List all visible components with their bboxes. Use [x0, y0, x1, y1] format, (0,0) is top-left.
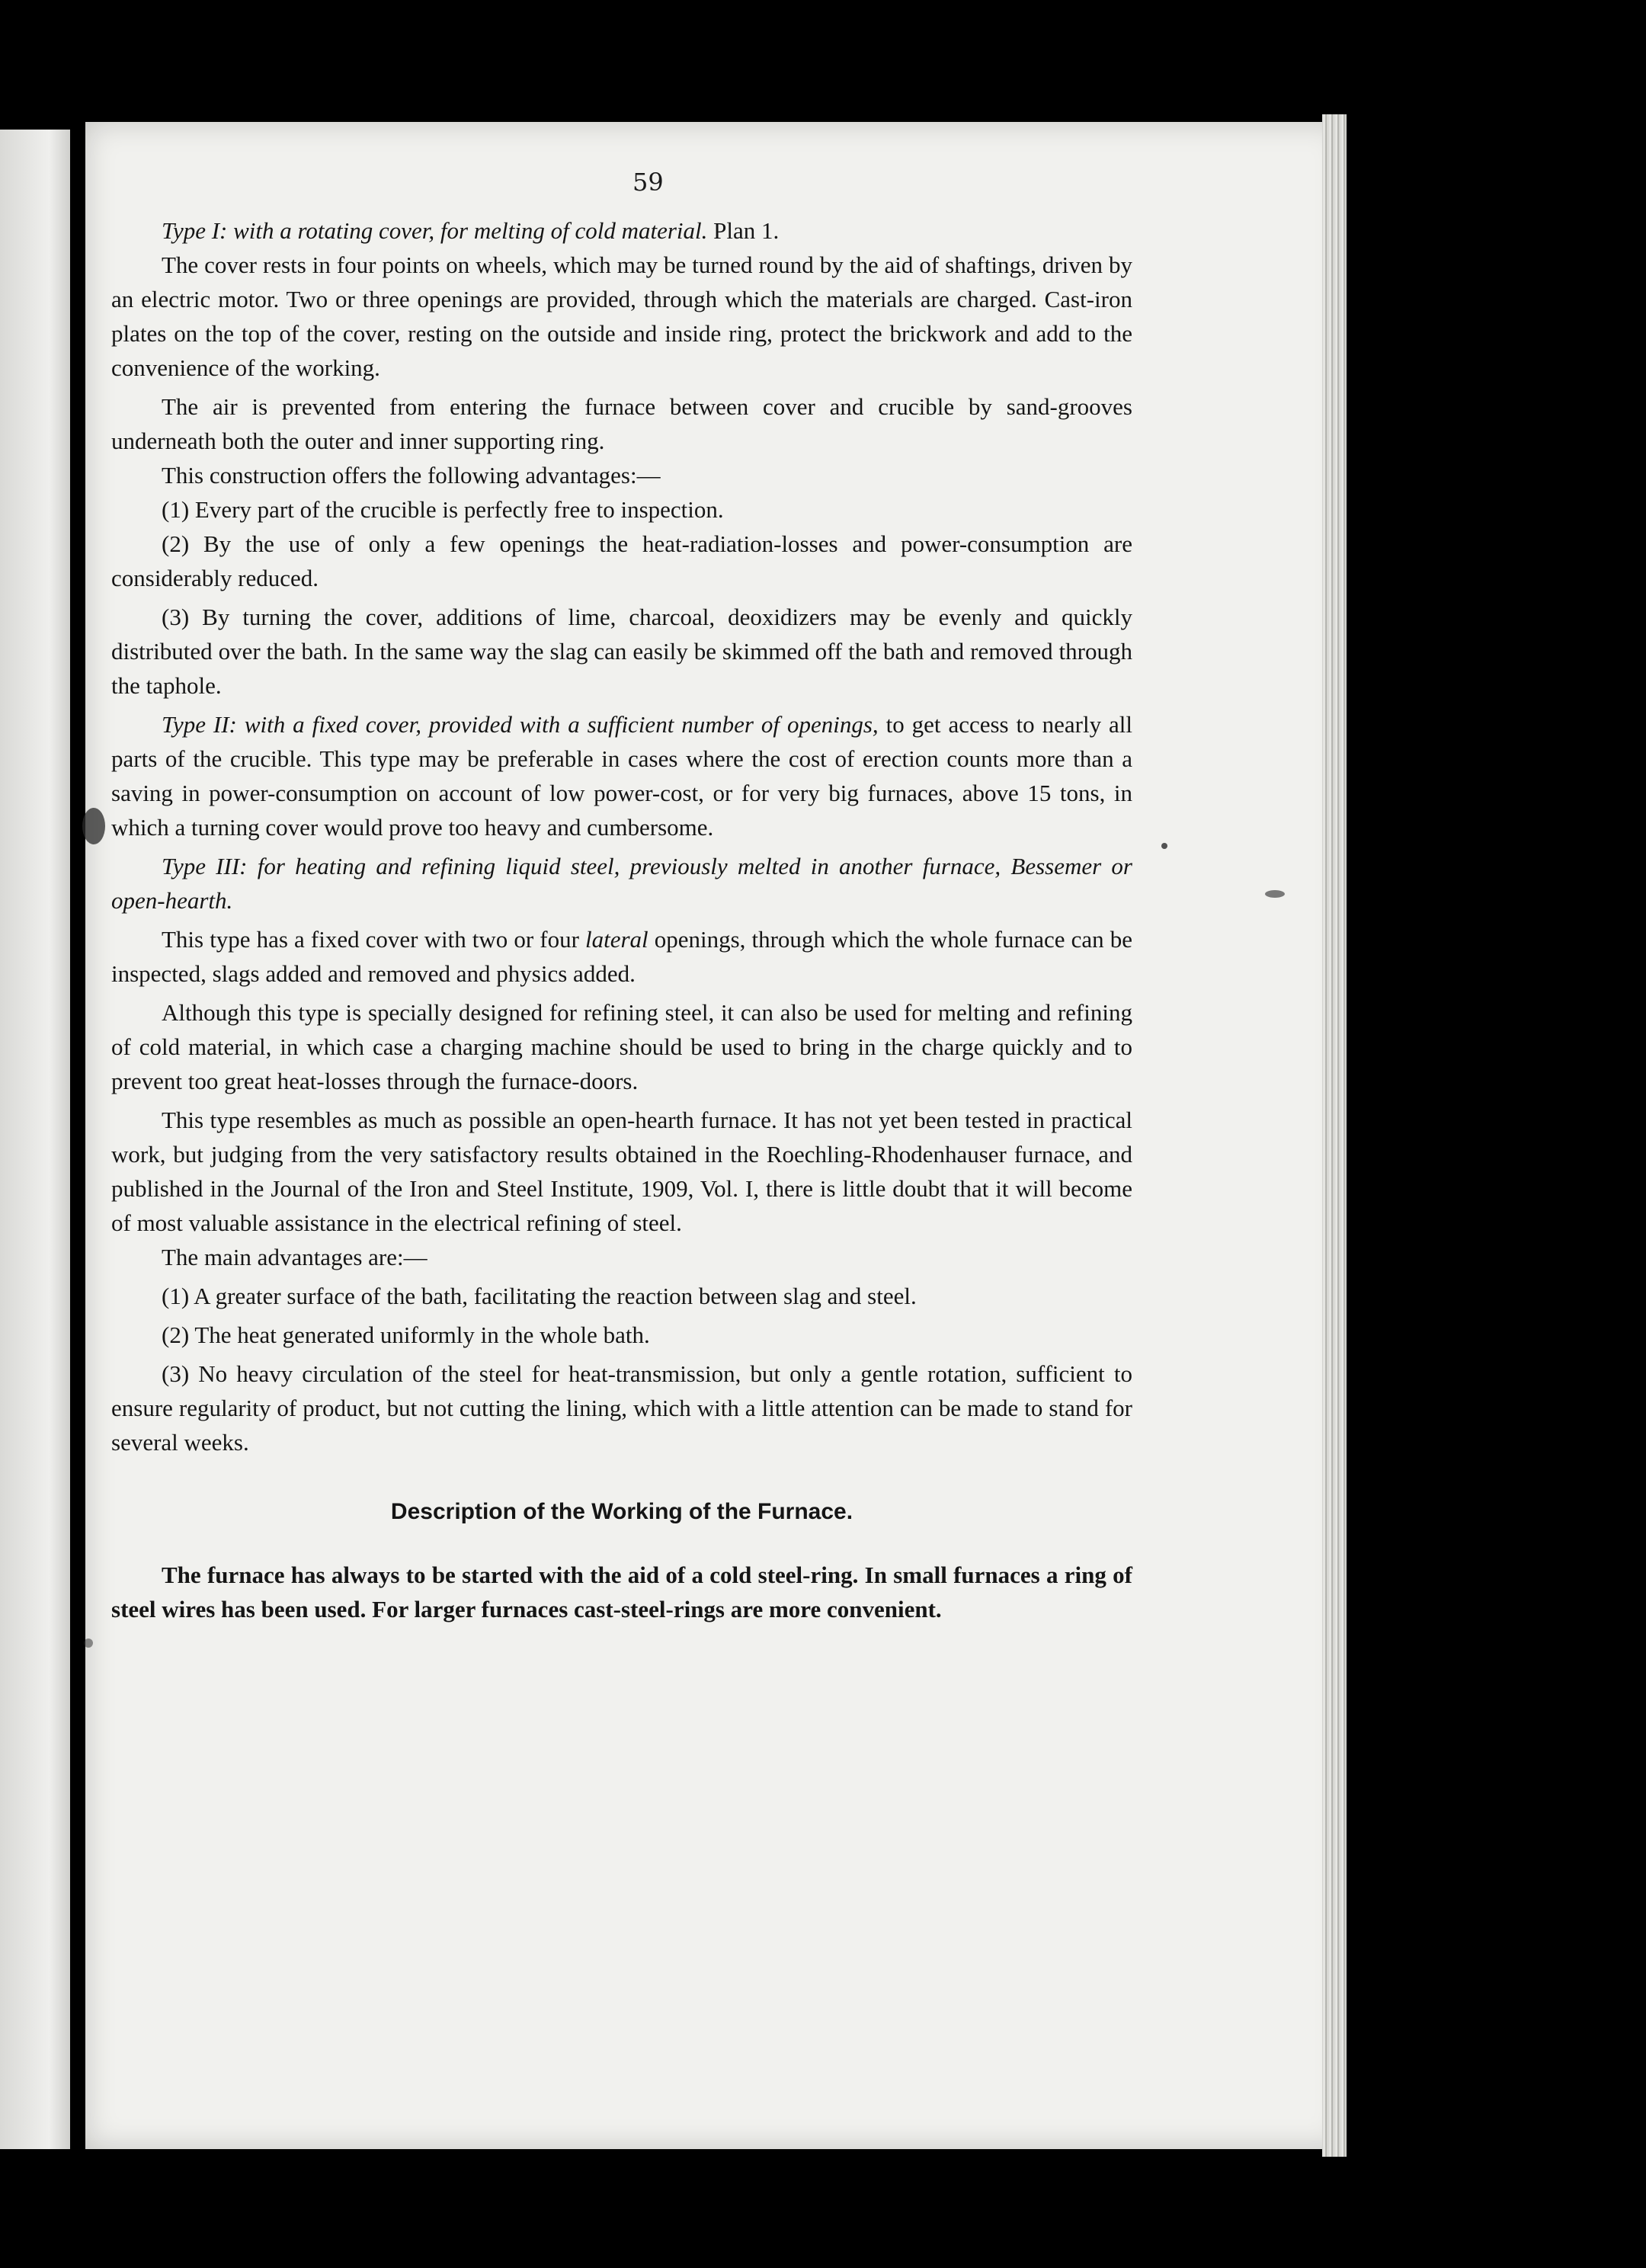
type-2-paragraph: [111, 707, 1132, 844]
scan-speck: [84, 1639, 93, 1648]
main-advantage-1: (1) A greater surface of the bath, facilitating the reaction between slag and steel.: [162, 1283, 917, 1309]
type-1-plan: Plan 1.: [707, 217, 780, 244]
section-heading: Description of the Working of the Furnace.: [390, 1499, 853, 1524]
type-2-description: with a fixed cover, provided with a sufficient number of openings,: [236, 711, 879, 738]
advantages-intro: This construction offers the following advantages:—: [162, 462, 661, 489]
scan-speck: [1265, 890, 1285, 898]
advantage-3: (3) By turning the cover, additions of lime, charcoal, deoxidizers may be evenly and quickly distributed over the bath. In the same way the slag can easily be skimmed off the bath and removed through the taphole.: [111, 604, 1132, 699]
type-3-label: Type III:: [162, 853, 248, 879]
final-paragraph: The furnace has always to be started with the aid of a cold steel-ring. In small furnaces a ring of steel wires has been used. For larger furnaces cast-steel-rings are more convenient.: [111, 1562, 1132, 1623]
type-2-label: Type II:: [162, 711, 237, 738]
advantage-2: (2) By the use of only a few openings the heat-radiation-losses and power-consumption are considerably reduced.: [111, 530, 1132, 591]
type-3-cover-paragraph: [111, 922, 1132, 991]
page-stack-edge: [1322, 114, 1347, 2157]
page-body: [111, 213, 1132, 1626]
previous-page-edge: [0, 130, 70, 2149]
main-advantage-3: (3) No heavy circulation of the steel for heat-transmission, but only a gentle rotation, sufficient to ensure regularity of product, but not cutting the lining, which with a little attention can be made to stand for several weeks.: [111, 1360, 1132, 1456]
open-hearth-paragraph: This type resembles as much as possible an open-hearth furnace. It has not yet been tested in practical work, but judging from the very satisfactory results obtained in the Roechling-Rhodenhauser furnace, and published in the Journal of the Iron and Steel Institute, 1909, Vol. I, there is little doubt that it will become of most valuable assistance in the electrical refining of steel.: [111, 1107, 1132, 1236]
refining-design-paragraph: Although this type is specially designed for refining steel, it can also be used for melting and refining of cold material, in which case a charging machine should be used to bring in the charge quickly and to prevent too great heat-losses through the furnace-doors.: [111, 999, 1132, 1094]
air-prevention-paragraph: The air is prevented from entering the furnace between cover and crucible by sand-grooves underneath both the outer and inner supporting ring.: [111, 393, 1132, 454]
type-3-cover-text-a: This type has a fixed cover with two or four: [162, 926, 585, 953]
scan-speck: [1161, 843, 1167, 849]
main-advantage-2: (2) The heat generated uniformly in the whole bath.: [162, 1321, 650, 1348]
type-1-label: Type I:: [162, 217, 228, 244]
type-3-description: for heating and refining liquid steel, previously melted in another furnace, Bessemer or open-hearth.: [111, 853, 1132, 914]
lateral-word: lateral: [584, 926, 648, 953]
type-1-paragraph: [111, 213, 1132, 248]
main-advantages-intro: The main advantages are:—: [162, 1244, 428, 1270]
page-number: 59: [632, 168, 664, 197]
advantage-1: (1) Every part of the crucible is perfectly free to inspection.: [162, 496, 724, 523]
type-1-description: with a rotating cover, for melting of cold material.: [227, 217, 708, 244]
scan-speck: [82, 808, 105, 844]
type-3-cover-text-b: openings, through which the whole furnace can be inspected, slags added and removed and physics added.: [111, 926, 1133, 987]
cover-description-paragraph: The cover rests in four points on wheels, which may be turned round by the aid of shaftings, driven by an electric motor. Two or three openings are provided, through which the materials are charged. Cast-iron plates on the top of the cover, resting on the outside and inside ring, protect the brickwork and add to the convenience of the working.: [111, 251, 1132, 381]
type-3-paragraph: [111, 849, 1132, 918]
type-2-body: to get access to nearly all parts of the crucible. This type may be preferable in cases where the cost of erection counts more than a saving in power-consumption on account of low power-cost, or for very big furnaces, above 15 tons, in which a turning cover would prove too heavy and cumbersome.: [111, 711, 1132, 841]
